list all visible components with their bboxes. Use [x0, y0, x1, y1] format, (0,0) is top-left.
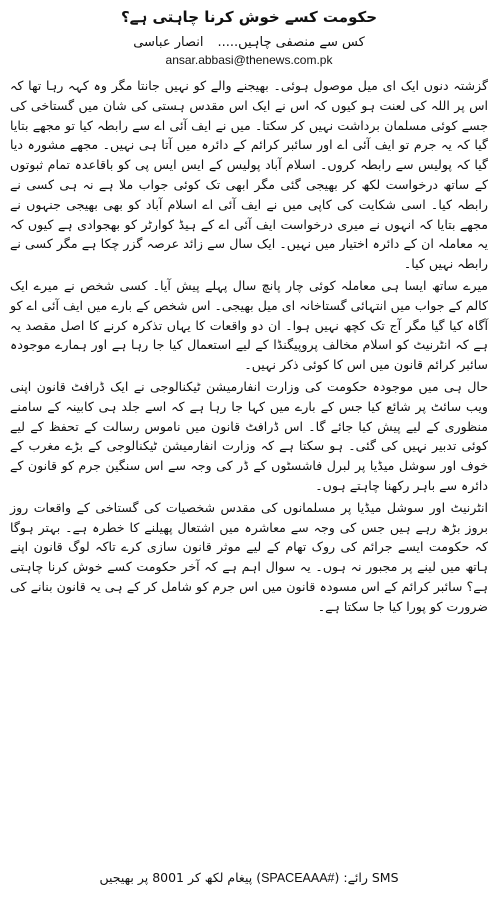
byline: [0, 34, 498, 52]
article-title: حکومت کسے خوش کرنا چاہتی ہے؟: [120, 8, 378, 26]
article-paragraph: انٹرنیٹ اور سوشل میڈیا پر مسلمانوں کی مقدس شخصیات کی گستاخی کے واقعات روز بروز بڑھ رہے ہیں جس کی وجہ سے معاشرہ میں اشتعال پھیلنے کا خطرہ ہے۔ بہتر ہوگا کہ حکومت ایسے جرائم کی روک تھام کے لیے موثر قانون سازی کرے تاکہ لوگ قانون اپنے ہاتھ میں لینے پر مجبور نہ ہوں۔ یہ سوال اہم ہے کہ آخر حکومت کسے خوش کرنا چاہتی ہے؟ سائبر کرائم کے اس مسودہ قانون میں اس جرم کو شامل کر کے ہی یہ قانون بنانے کی ضرورت کو پورا کیا جا سکتا ہے۔: [10, 499, 488, 614]
sms-prefix: SMS رائے:: [343, 870, 399, 885]
sms-instruction: پیغام لکھ کر 8001 پر بھیجیں: [99, 870, 253, 885]
article-paragraph: گزشتہ دنوں ایک ای میل موصول ہوئی۔ بھیجنے والے کو نہیں جانتا مگر وہ کہہ رہا تھا کہ اس پر اللہ کی لعنت ہو کیوں کہ اس نے ایک اس مقدس ہستی کی شان میں گستاخی کی جسے کوئی مسلمان برداشت نہیں کر سکتا۔ میں نے ایف آئی اے سے رابطہ کیا تو مجھے بتایا گیا کہ یہ جرم تو ایف آئی اے اور سائبر کرائم کے دائرہ میں آتا ہی نہیں۔ مجھے مشورہ دیا گیا کہ پولیس سے رابطہ کروں۔ اسلام آباد پولیس کے ایس ایس پی کو باقاعدہ تمام ثبوتوں کے ساتھ درخواست لکھ کر بھیجی گئی مگر ابھی تک کوئی جواب ملا ہے نہ ہی کسی نے رابطہ کیا۔ اسی شکایت کی کاپی میں نے ایف آئی اے اسلام آباد کو بھی بھیجی جنہوں نے مجھے بتایا کہ انہوں نے میری درخواست ایف آئی اے کے ہیڈ کوارٹر کو بھجوادی ہے کیوں کہ یہ معاملہ ان کے دائرہ اختیار میں نہیں۔ ایک سال سے زائد عرصہ گزر چکا ہے مگر کسی نے رابطہ نہیں کیا۔: [10, 78, 488, 272]
byline-prefix: کس سے منصفی چاہیں.....: [217, 35, 365, 50]
article-paragraph: میرے ساتھ ایسا ہی معاملہ کوئی چار پانچ سال پہلے پیش آیا۔ کسی شخص نے میرے ایک کالم کے جواب میں انتہائی گستاخانہ ای میل بھیجی۔ اس شخص کے بارے میں ایف آئی اے کو آگاہ کیا گیا مگر آج تک کچھ نہیں ہوا۔ ان دو واقعات کا یہاں تذکرہ کرنے کا اصل مقصد یہ ہے کہ انٹرنیٹ کو اسلام مخالف پروپیگنڈا کے لیے استعمال کیا جا رہا ہے اور ہمارے موجودہ سائبر کرائم قانون میں اس کا کوئی ذکر نہیں۔: [10, 277, 488, 373]
author-email[interactable]: ansar.abbasi@thenews.com.pk: [165, 53, 333, 67]
author-name: انصار عباسی: [133, 35, 204, 50]
article-body: [0, 68, 498, 617]
article-paragraph: حال ہی میں موجودہ حکومت کی وزارت انفارمیشن ٹیکنالوجی نے ایک ڈرافٹ قانون اپنی ویب سائٹ پر شائع کیا جس کے بارے میں کہا جا رہا ہے کہ اسے جلد ہی کابینہ کے سامنے منظوری کے لیے پیش کیا جائے گا۔ اس ڈرافٹ قانون میں ناموس رسالت کے تحفظ کے لیے کوئی تدبیر نہیں کی گئی۔ ہو سکتا ہے کہ وزارت انفارمیشن ٹیکنالوجی کے بڑے مغرب کے خوف اور سوشل میڈیا پر لبرل فاشسٹوں کے ڈر کی وجہ سے اس سنگین جرم کو قانون کے دائرہ سے باہر رکھنا چاہتے ہوں۔: [10, 378, 488, 493]
sms-code: #SPACEAAA: [261, 871, 335, 885]
sms-footer: SMS رائے: (#SPACEAAA) پیغام لکھ کر 8001 پر بھیجیں: [99, 870, 399, 885]
